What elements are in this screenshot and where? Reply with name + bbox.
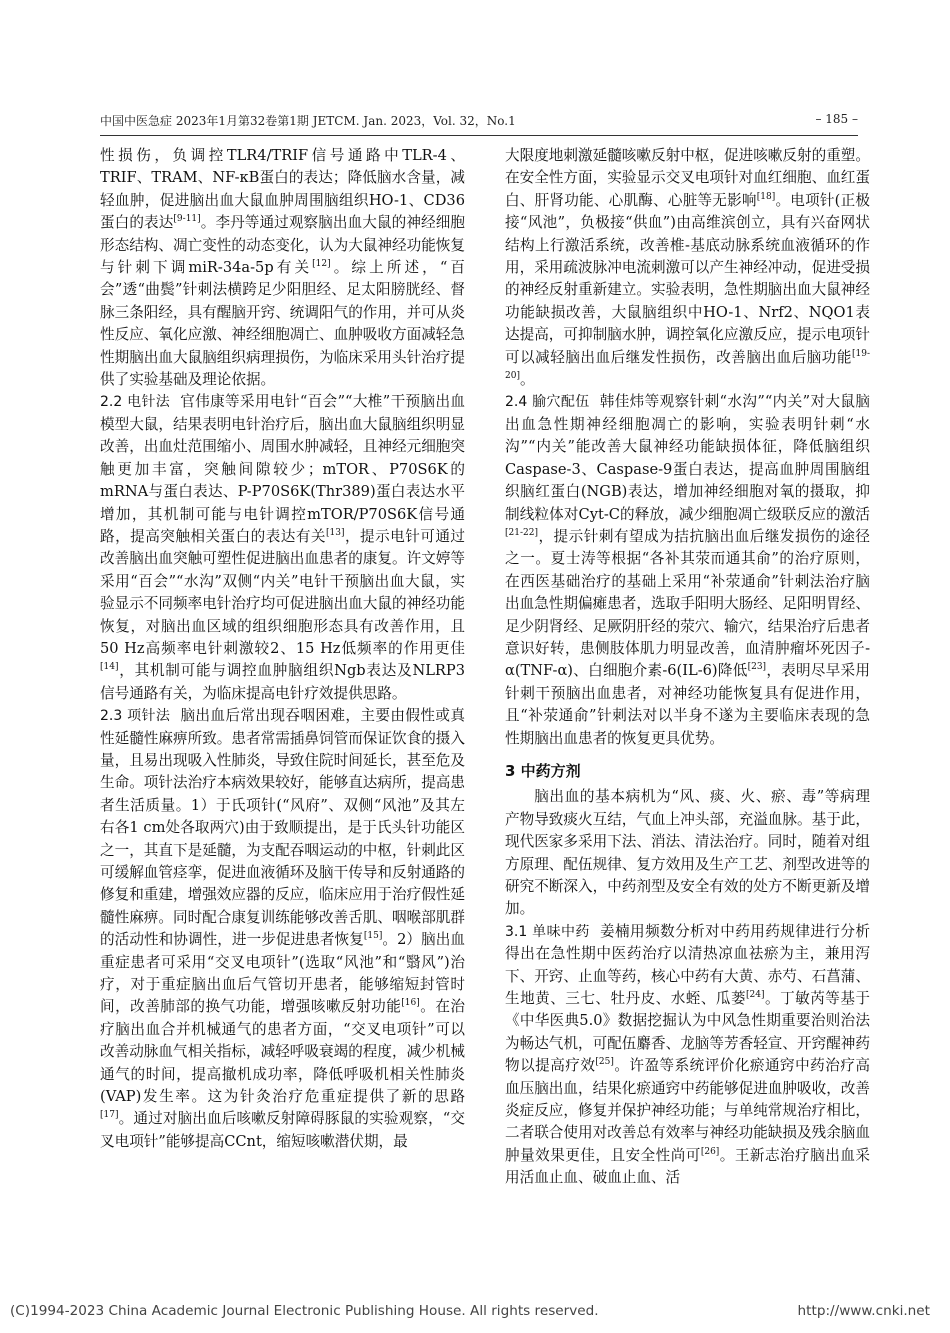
journal-info: 中国中医急症 2023年1月第32卷第1期 JETCM. Jan. 2023，Vol. 32，No.1: [100, 114, 516, 128]
subsection-heading: 2.2 电针法: [100, 394, 171, 411]
citation: [21-22]: [505, 528, 538, 539]
page-number: – 185 –: [815, 112, 858, 126]
running-header: [100, 112, 858, 130]
citation: [9-11]: [173, 214, 201, 225]
subsection-heading: 3.1 单味中药: [505, 923, 590, 940]
section-heading: 3 中药方剂: [505, 761, 581, 780]
citation: [15]: [363, 931, 383, 942]
citation: [16]: [401, 998, 420, 1009]
right-column: [505, 145, 870, 1190]
citation: [26]: [700, 1147, 720, 1158]
citation: [12]: [312, 259, 331, 270]
paragraph: 3.1 单味中药 姜楠用频数分析对中药用药规律进行分析得出在急性期中医药治疗以清热凉血祛瘀为主，兼用泻下、开窍、止血等药，核心中药有大黄、赤芍、石菖蒲、生地黄、三七、牡丹皮、水蛭、瓜蒌[24]。丁敏芮等基于《中华医典5.0》数据挖掘认为中风急性期重要治则治法为畅达气机，可配伍麝香、龙脑等芳香轻宣、开窍醒神药物以提高疗效[25]。许盈等系统评价化瘀通窍中药治疗高血压脑出血，结果化瘀通窍中药能够促进血肿吸收，改善炎症反应，修复并保护神经功能；与单纯常规治疗相比，二者联合使用对改善总有效率与神经功能缺损及残余脑血肿量效果更佳，且安全性尚可[26]。王新志治疗脑出血采用活血止血、破血止血、活: [505, 922, 870, 1187]
left-column: [100, 145, 465, 1153]
citation: [24]: [746, 990, 765, 1001]
copyright-text: (C)1994-2023 China Academic Journal Electronic Publishing House. All rights reserved.: [10, 1303, 599, 1319]
paragraph: 2.4 腧穴配伍 韩佳炜等观察针刺“水沟”“内关”对大鼠脑出血急性期神经细胞凋亡的影响，实验表明针刺“水沟”“内关”能改善大鼠神经功能缺损体征，降低脑组织Caspase-3、Caspase-9蛋白表达，提高血肿周围脑组织脑红蛋白(NGB)表达，增加神经细胞对氧的摄取，抑制线粒体对Cyt-C的释放，减少细胞凋亡级联反应的激活[21-22]，提示针刺有望成为拮抗脑出血后继发损伤的途径之一。夏士涛等根据“各补其荥而通其俞”的治疗原则，在西医基础治疗的基础上采用“补荥通俞”针刺法治疗脑出血急性期偏瘫患者，选取手阳明大肠经、足阳明胃经、足少阴肾经、足厥阴肝经的荥穴、输穴，结果治疗后患者意识好转，患侧肢体肌力明显改善，血清肿瘤坏死因子-α(TNF-α)、白细胞介素-6(IL-6)降低[23]，表明尽早采用针刺干预脑出血患者，对神经功能恢复具有促进作用，且“补荥通俞”针刺法对以半身不遂为主要临床表现的急性期脑出血患者的恢复更具优势。: [505, 393, 871, 747]
subsection-heading: 2.3 项针法: [100, 708, 171, 725]
citation: [19-20]: [505, 348, 870, 382]
paragraph: 大限度地刺激延髓咳嗽反射中枢，促进咳嗽反射的重塑。在安全性方面，实验显示交叉电项针对血红细胞、血红蛋白、肝肾功能、心肌酶、心脏等无影响[18]。电项针(正极接“风池”，负极接“供血”)由高维滨创立，具有兴奋网状结构上行激活系统，改善椎-基底动脉系统血液循环的作用，采用疏波脉冲电流刺激可以产生神经冲动，促进受损的神经反射重新建立。实验表明，急性期脑出血大鼠神经功能缺损改善，大鼠脑组织中HO-1、Nrf2、NQO1表达提高，可抑制脑水肿，调控氧化应激反应，提示电项针可以减轻脑出血后继发性损伤，改善脑出血后脑功能[19-20]。: [505, 147, 870, 389]
citation: [18]: [756, 191, 776, 202]
paragraph: 2.2 电针法 官伟康等采用电针“百会”“大椎”干预脑出血模型大鼠，结果表明电针治疗后，脑出血大鼠脑组织明显改善，出血灶范围缩小、周围水肿减轻，且神经元细胞突触更加丰富，突触间隙较少；mTOR、P70S6K的mRNA与蛋白表达、P-P70S6K(Thr389)蛋白表达水平增加，其机制可能与电针调控mTOR/P70S6K信号通路，提高突触相关蛋白的表达有关[13]，提示电针可通过改善脑出血突触可塑性促进脑出血患者的康复。许文婷等采用“百会”“水沟”双侧“内关”电针干预脑出血大鼠，实验显示不同频率电针治疗均可促进脑出血大鼠的神经功能恢复，对脑出血区域的组织细胞形态具有改善作用，且50 Hz高频率电针刺激较2、15 Hz低频率的作用更佳[14]，其机制可能与调控血肿脑组织Ngb表达及NLRP3信号通路有关，为临床提高电针疗效提供思路。: [100, 393, 466, 702]
citation: [17]: [100, 1110, 119, 1121]
cnki-link[interactable]: http://www.cnki.net: [797, 1303, 930, 1319]
paragraph: 脑出血的基本病机为“风、痰、火、瘀、毒”等病理产物导致痰火互结，气血上冲头部，充溢血脉。基于此，现代医家多采用下法、消法、清法治疗。同时，随着对组方原理、配伍规律、复方效用及生产工艺、剂型改进等的研究不断深入，中药剂型及安全有效的处方不断更新及增加。: [505, 788, 870, 918]
paragraph: 性损伤，负调控TLR4/TRIF信号通路中TLR-4、TRIF、TRAM、NF-κB蛋白的表达；降低脑水含量，减轻血肿，促进脑出血大鼠血肿周围脑组织HO-1、CD36蛋白的表达[9-11]。李丹等通过观察脑出血大鼠的神经细胞形态结构、凋亡变性的动态变化，认为大鼠神经功能恢复与针刺下调miR-34a-5p有关[12]。综上所述，“百会”透“曲鬓”针刺法横跨足少阳胆经、足太阳膀胱经、督脉三条阳经，具有醒脑开窍、统调阳气的作用，并可从炎性反应、氧化应激、神经细胞凋亡、血肿吸收方面减轻急性期脑出血大鼠脑组织病理损伤，为临床采用头针治疗提供了实验基础及理论依据。: [100, 147, 465, 389]
citation: [13]: [325, 528, 345, 539]
header-rule: [100, 135, 858, 136]
citation: [14]: [100, 662, 119, 673]
paragraph: 2.3 项针法 脑出血后常出现吞咽困难，主要由假性或真性延髓性麻痹所致。患者常需插鼻饲管而保证饮食的摄入量，且易出现吸入性肺炎，导致住院时间延长，甚至危及生命。项针法治疗本病效果较好，能够直达病所，提高患者生活质量。1）于氏项针(“风府”、双侧“风池”及其左右各1 cm处各取两穴)由于致顺提出，是于氏头针功能区之一，其直下是延髓，为支配吞咽运动的中枢，针刺此区可缓解血管痉挛，促进血液循环及脑干传导和反射通路的修复和重建，增强效应器的反应，临床应用于治疗假性延髓性麻痹。同时配合康复训练能够改善舌肌、咽喉部肌群的活动性和协调性，进一步促进患者恢复[15]。2）脑出血重症患者可采用“交叉电项针”(选取“风池”和“翳风”)治疗，对于重症脑出血后气管切开患者，能够缩短封管时间，改善肺部的换气功能，增强咳嗽反射功能[16]。在治疗脑出血合并机械通气的患者方面，“交叉电项针”可以改善动脉血气相关指标，减轻呼吸衰竭的程度，减少机械通气的时间，提高撤机成功率，降低呼吸机相关性肺炎(VAP)发生率。这为针灸治疗危重症提供了新的思路[17]。通过对脑出血后咳嗽反射障碍豚鼠的实验观察，“交叉电项针”能够提高CCnt，缩短咳嗽潜伏期，最: [100, 707, 465, 1150]
citation: [25]: [595, 1057, 614, 1068]
citation: [23]: [747, 662, 767, 673]
subsection-heading: 2.4 腧穴配伍: [505, 394, 590, 411]
